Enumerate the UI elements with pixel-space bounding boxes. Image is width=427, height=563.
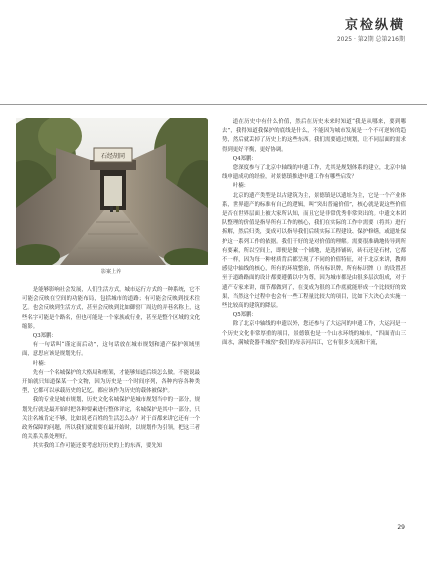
- speaker-label: Q4郑鹏：: [232, 155, 257, 162]
- paragraph: 有一句话叫“谨定而后动”，这句话放在城市规划和遗产保护领域里面，意思应该是规划先行。: [22, 342, 200, 358]
- paragraph: 先有一个名城保护的大格局和框架，才能够知道后续怎么做。不能说最开始就只知道保某一个文物，因为历史是一个时间序列，各种内容各种类型，它都可以承载历史的记忆，都应该作为历史的载体被保护。: [22, 369, 200, 395]
- speaker-label: Q5郑鹏：: [232, 312, 257, 319]
- photo-alley: [16, 118, 208, 265]
- header-rule: [0, 104, 427, 105]
- header-issue: 2025 · 第2期 总第216期: [336, 36, 405, 43]
- page-number: 29: [397, 524, 405, 531]
- paragraph: 道在历史中有什么价值，然后在历史未来时知道“我是从哪来，要到哪去”，我得知道我保护的底线是什么，不能因为城市发展是一个不可逆转的趋势，然后就丢掉了历史上的这些东西。我们需要通过规划，让不同层面的需求得到更好平衡，更好协调。: [222, 119, 406, 153]
- paragraph: 其实我的工作可能还要考虑好历史的上的东西，要先知: [32, 443, 163, 450]
- text-column-right: [222, 118, 406, 348]
- speaker-label: Q3郑鹏：: [32, 333, 57, 340]
- paragraph: 您深度参与了北京中轴线的申遗工作，尤其是规划体系的建立，北京中轴线申遗成功的经验，对景德镇推进申遗工作有哪些启发？: [222, 165, 406, 181]
- header-brand: 京检纵横: [344, 18, 405, 33]
- paragraph: 是能够影响社会发展，人们生活方式，城市运行方式的一种系统，它不可能会反映在空间的功能布局，包括城市的道路；有可能会反映到技术往艺。也会反映到生活方式，甚至会反映到比如御窑厂周边的弄巷名称上，这些名字可能是个路名，但也可能是一个家族或行业，甚至是整个区域的文化缩影。: [22, 287, 200, 330]
- speaker-label: 叶楠：: [232, 183, 249, 190]
- photo-caption: 影案上养: [100, 269, 121, 275]
- speaker-label: 叶楠：: [32, 360, 49, 367]
- gate-sign: 石经胡同: [100, 153, 126, 160]
- paragraph: 我的专业是城市规划，历史文化名城保护是城市规划当中的一部分，规划先行就是最开始时把各种要素进行整体评定，名城保护是其中一部分，只关注名城肯定不够，比如说老百姓的生活怎么办？对于首都来讲它还有一个政务保障的问题，所以我们就需要在最开始时，以规划作为引领，把这三者的关系关系处理好。: [22, 397, 200, 441]
- text-column-left: [22, 286, 200, 452]
- paragraph: 北京的遗产类型是以古建筑为主，景德镇是以遗址为主，它是一个产业体系，世界遗产的标准有自己的逻辑，叫“突出普遍价值”，核心就是说这些价值是否在世界层面上被大家所认知，而且它是非常优秀非常突出的。中遗文本团队整理的价值是指导所有工作的核心，我们在实际的工作中需要（将其）进行拆解，然后归类，变成可以指导我们后续实际工程建设、保护修缮，或遗址保护这一系列工作的依据。我们干好的是对价值的理解。需要很准确地传导到所有要素，所以空间上，即便是做一个铺地，是选择铺砖，砖石还是石材，它都不一样，因为每一种材质背后都呈现了不同的价值特征，对于北京来讲，教师感觉中轴线的核心，所有的环境整治，所有标识牌，所有标识牌（）的设置甚至于道路路面的设计都要遵循以中为尊，因为城市都是由很多层次组成，对于遗产专家来讲，细节都做到了，在变成为很的工作底就能形成一个比较好的效果，当然这个过程中也会有一些工程量比较大的项目，比如下大决心去实施一些比较高的建筑的降层。: [222, 192, 406, 310]
- paragraph: 除了北京中轴线的申遗以外，您还参与了大运河的申遗工作，大运河是一个历史文化非常厚重的项目，景德镇也是一个山水环绕的城市，“四面青山三面水，满城瓷器半城窑”我们的母亲河昌江，它有很多支流和干流，: [222, 321, 406, 346]
